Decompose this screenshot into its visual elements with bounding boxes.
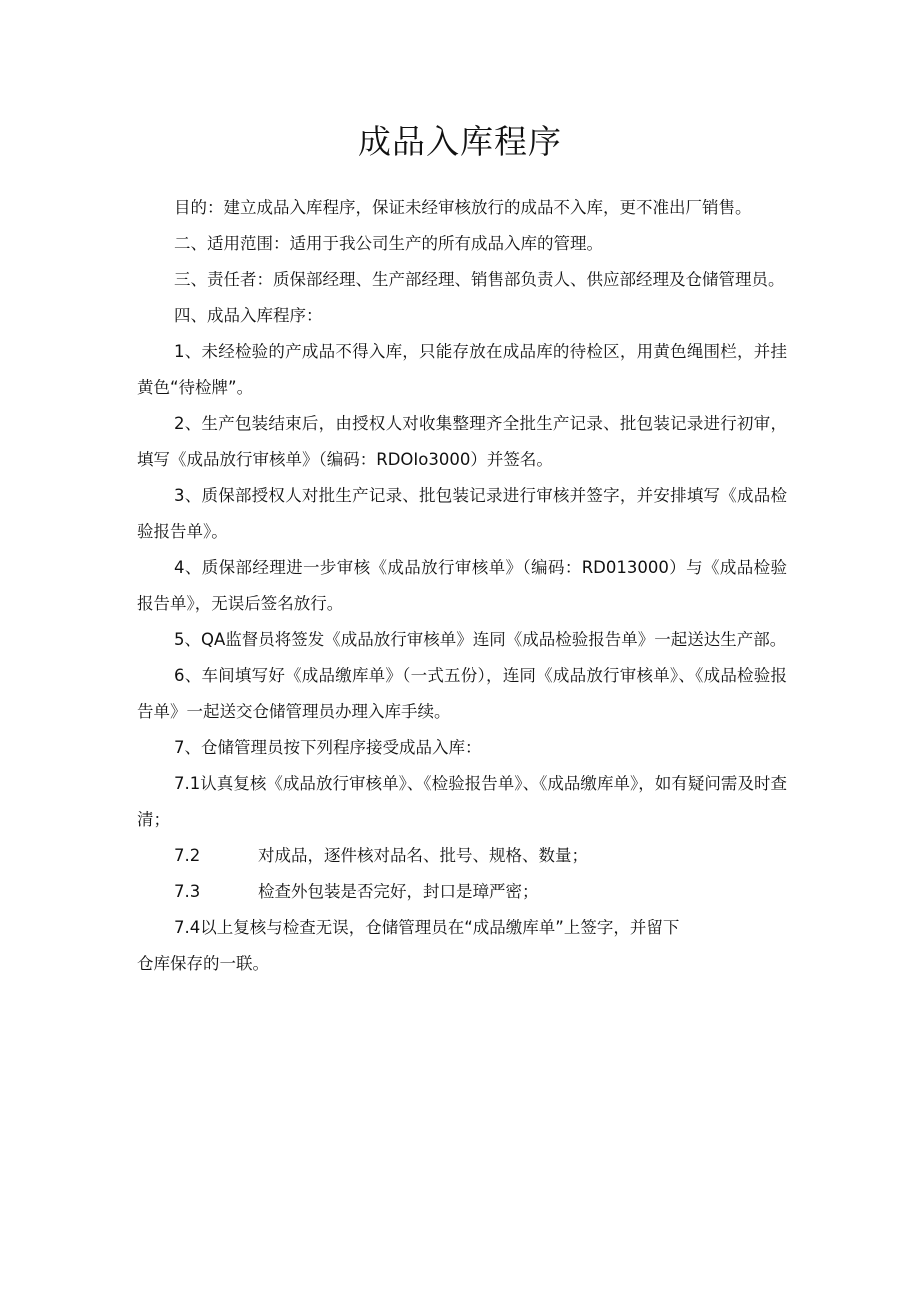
- paragraph-step-2: 2、生产包装结束后，由授权人对收集整理齐全批生产记录、批包装记录进行初审，填写《成品放行审核单》（编码：RDOIo3000）并签名。: [137, 414, 787, 469]
- sub-item-number: 7.3: [174, 882, 201, 901]
- paragraph-step-6: 6、车间填写好《成品缴库单》（一式五份），连同《成品放行审核单》、《成品检验报告单》一起送交仓储管理员办理入库手续。: [137, 666, 787, 721]
- sub-item-text: 对成品，逐件核对品名、批号、规格、数量；: [258, 846, 588, 865]
- paragraph-scope: 二、适用范围：适用于我公司生产的所有成品入库的管理。: [174, 234, 603, 253]
- sub-item-7-2: [137, 838, 787, 874]
- sub-item-text: 认真复核《成品放行审核单》、《检验报告单》、《成品缴库单》，如有疑问需及时查清；: [137, 774, 787, 829]
- sub-item-7-4-line2: 仓库保存的一联。: [137, 954, 269, 973]
- paragraph-purpose: 目的：建立成品入库程序，保证未经审核放行的成品不入库，更不准出厂销售。: [174, 198, 752, 217]
- sub-item-number: 7.2: [174, 846, 201, 865]
- sub-item-7-1: [137, 766, 787, 838]
- paragraph-procedure-heading: 四、成品入库程序：: [174, 306, 323, 325]
- paragraph-responsible: 三、责任者：质保部经理、生产部经理、销售部负责人、供应部经理及仓储管理员。: [174, 270, 785, 289]
- paragraph-step-1: 1、未经检验的产成品不得入库，只能存放在成品库的待检区，用黄色绳围栏，并挂黄色“待检牌”。: [137, 342, 787, 397]
- document-title: 成品入库程序: [358, 122, 562, 161]
- paragraph-step-3: 3、质保部授权人对批生产记录、批包装记录进行审核并签字，并安排填写《成品检验报告单》。: [137, 486, 787, 541]
- sub-item-7-3: [137, 874, 787, 910]
- sub-item-number: 7.1: [174, 774, 201, 793]
- document-body: [137, 190, 787, 982]
- sub-item-text: 检查外包装是否完好，封口是璋严密；: [258, 882, 539, 901]
- paragraph-step-5: 5、QA监督员将签发《成品放行审核单》连同《成品检验报告单》一起送达生产部。: [174, 630, 787, 649]
- sub-item-7-4-line1: 7.4以上复核与检查无误，仓储管理员在“成品缴库单”上签字，并留下: [174, 918, 680, 937]
- paragraph-step-4: 4、质保部经理进一步审核《成品放行审核单》（编码：RD013000）与《成品检验报告单》，无误后签名放行。: [137, 558, 787, 613]
- paragraph-step-7: 7、仓储管理员按下列程序接受成品入库：: [174, 738, 482, 757]
